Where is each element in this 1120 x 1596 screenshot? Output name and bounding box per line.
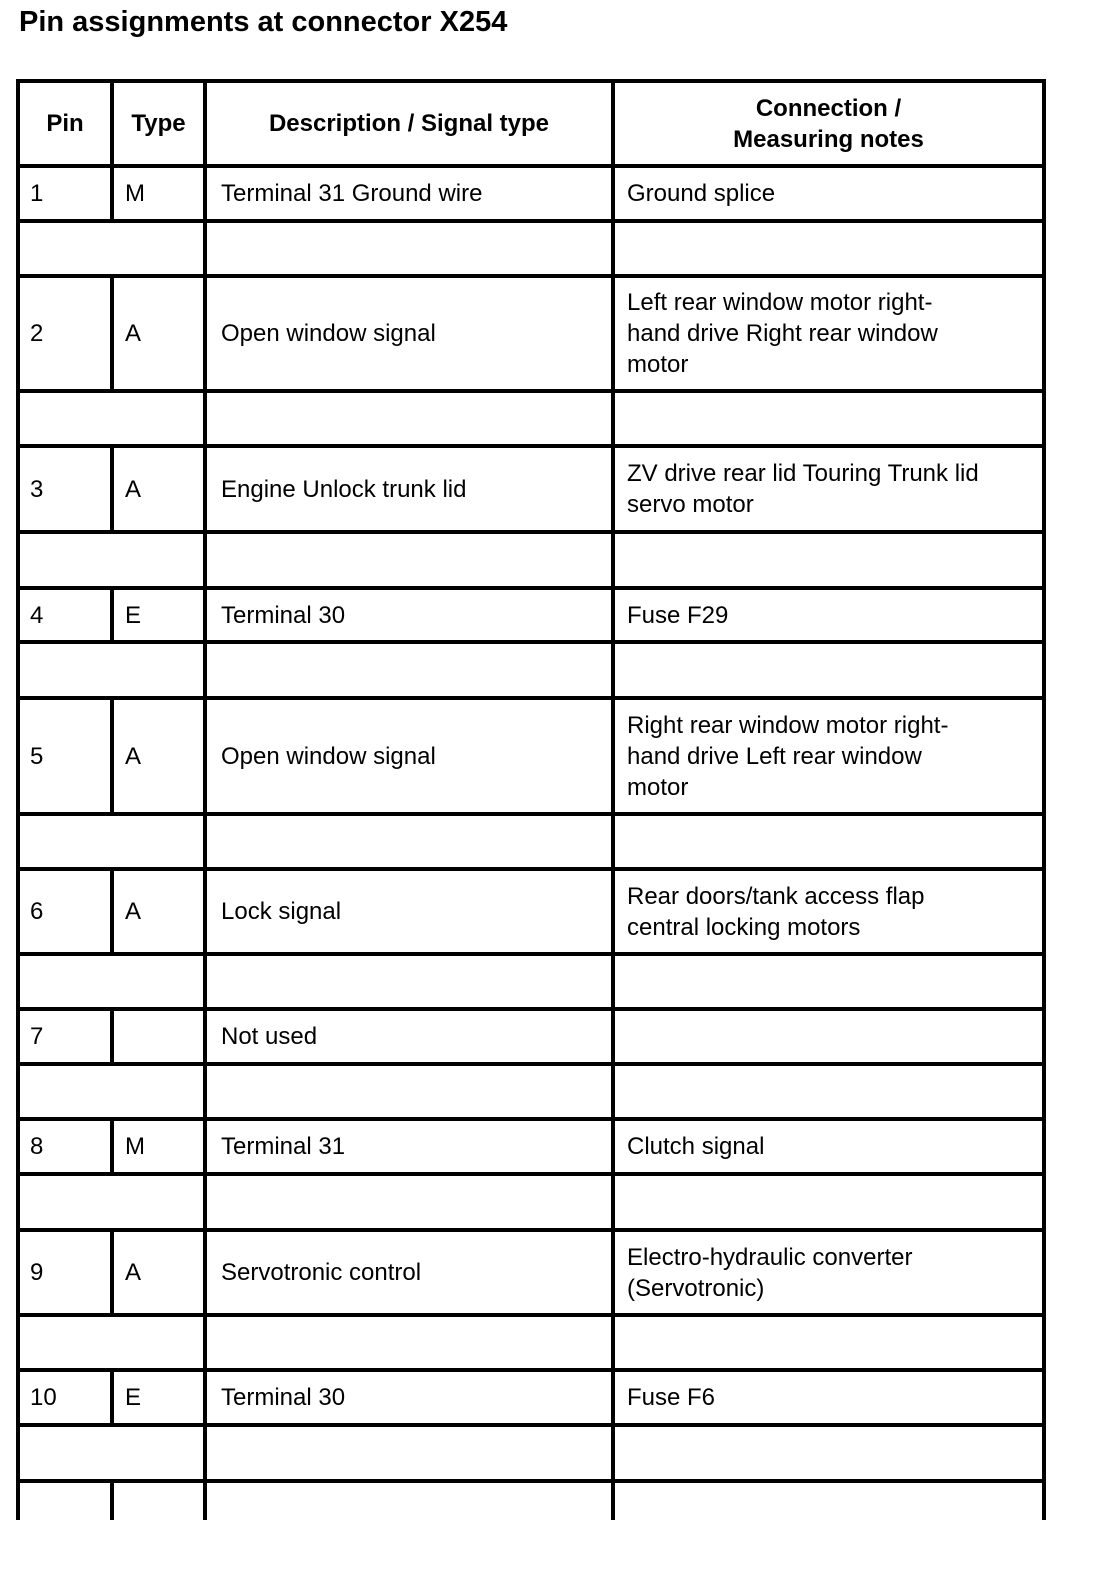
table-rule [16, 530, 1046, 534]
table-rule [16, 1062, 1046, 1066]
connection-cell [615, 278, 1042, 389]
pin-number: 1 [30, 180, 44, 207]
pin-number: 10 [30, 1384, 57, 1411]
table-rule [16, 1423, 1046, 1427]
description-cell [207, 700, 611, 812]
pin-cell [20, 1372, 110, 1423]
pin-cell [20, 590, 110, 640]
table-rule [1042, 79, 1046, 1520]
type-cell [114, 1232, 203, 1313]
header-type-label: Type [131, 110, 186, 137]
description-cell [207, 871, 611, 952]
pin-number: 4 [30, 601, 44, 629]
header-connection-label-line1: Connection / [755, 94, 902, 122]
description-text: Servotronic control [221, 1259, 422, 1286]
description-cell [207, 278, 611, 389]
connection-text-line: motor [627, 351, 689, 378]
description-text: Terminal 31 [221, 1133, 346, 1160]
header-description [207, 83, 611, 164]
connection-cell [615, 590, 1042, 640]
table-rule [16, 952, 1046, 956]
table-rule [16, 812, 1046, 816]
header-pin-label: Pin [46, 110, 84, 137]
description-text: Terminal 30 [221, 601, 346, 629]
description-cell [207, 1121, 611, 1172]
connection-cell [615, 871, 1042, 952]
table-rule [16, 1313, 1046, 1317]
type-code: A [125, 898, 142, 925]
connection-text-line: Ground splice [627, 180, 776, 207]
table-rule [16, 1479, 1046, 1483]
type-cell [114, 1011, 203, 1062]
type-cell [114, 1372, 203, 1423]
description-text: Terminal 31 Ground wire [221, 180, 483, 207]
page-title: Pin assignments at connector X254 [19, 6, 508, 38]
description-text: Engine Unlock trunk lid [221, 475, 467, 503]
connection-text-line: hand drive Left rear window [627, 742, 922, 770]
connection-text-line: motor [627, 773, 689, 801]
type-cell [114, 871, 203, 952]
table-rule [16, 219, 1046, 223]
pin-cell [20, 278, 110, 389]
connection-text-line: Left rear window motor right- [627, 289, 933, 316]
description-cell [207, 1232, 611, 1313]
description-cell [207, 448, 611, 530]
pin-number: 3 [30, 475, 44, 503]
type-code: A [125, 475, 142, 503]
pin-cell [20, 1011, 110, 1062]
pin-cell [20, 700, 110, 812]
pin-number: 6 [30, 898, 44, 925]
description-text: Terminal 30 [221, 1384, 346, 1411]
description-cell [207, 1011, 611, 1062]
header-pin [20, 83, 110, 164]
type-cell [114, 590, 203, 640]
connection-text-line: ZV drive rear lid Touring Trunk lid [627, 460, 979, 487]
pin-number: 5 [30, 742, 44, 770]
connection-cell [615, 168, 1042, 219]
description-cell [207, 1372, 611, 1423]
type-code: A [125, 742, 142, 770]
type-cell [114, 1121, 203, 1172]
connection-text-line: Rear doors/tank access flap [627, 882, 925, 910]
header-connection [615, 83, 1042, 164]
type-cell [114, 448, 203, 530]
connection-cell [615, 1011, 1042, 1062]
description-cell [207, 168, 611, 219]
type-cell [114, 278, 203, 389]
table-rule [16, 640, 1046, 644]
connection-text-line: hand drive Right rear window [627, 320, 938, 347]
pin-number: 7 [30, 1023, 44, 1050]
connection-text-line: central locking motors [627, 913, 861, 941]
type-code: M [125, 180, 145, 207]
description-text: Open window signal [221, 320, 436, 347]
type-cell [114, 168, 203, 219]
table-rule [16, 1172, 1046, 1176]
header-description-label: Description / Signal type [268, 110, 550, 137]
type-code: M [125, 1133, 145, 1160]
table-rule [110, 1479, 114, 1520]
type-code: E [125, 1384, 142, 1411]
type-code: A [125, 1259, 142, 1286]
connection-text-line: Right rear window motor right- [627, 711, 949, 739]
pin-cell [20, 448, 110, 530]
pin-cell [20, 1121, 110, 1172]
connection-text-line: Fuse F29 [627, 601, 729, 629]
pin-number: 8 [30, 1133, 44, 1160]
description-text: Open window signal [221, 742, 436, 770]
connection-cell [615, 1121, 1042, 1172]
connection-text-line: Clutch signal [627, 1133, 765, 1160]
pin-number: 2 [30, 320, 44, 347]
table-rule [16, 389, 1046, 393]
description-text: Not used [221, 1023, 318, 1050]
connection-cell [615, 700, 1042, 812]
pin-cell [20, 168, 110, 219]
type-code: A [125, 320, 142, 347]
connection-text-line: Fuse F6 [627, 1384, 716, 1411]
type-code: E [125, 601, 142, 629]
pin-cell [20, 871, 110, 952]
pin-number: 9 [30, 1259, 44, 1286]
connection-text-line: (Servotronic) [627, 1274, 765, 1302]
description-cell [207, 590, 611, 640]
type-cell [114, 700, 203, 812]
connection-text-line: servo motor [627, 491, 754, 518]
connection-cell [615, 1232, 1042, 1313]
description-text: Lock signal [221, 898, 342, 925]
connection-text-line: Electro-hydraulic converter [627, 1243, 913, 1271]
header-type [114, 83, 203, 164]
header-connection-label-line2: Measuring notes [733, 125, 924, 153]
connection-cell [615, 1372, 1042, 1423]
connection-cell [615, 448, 1042, 530]
pin-cell [20, 1232, 110, 1313]
